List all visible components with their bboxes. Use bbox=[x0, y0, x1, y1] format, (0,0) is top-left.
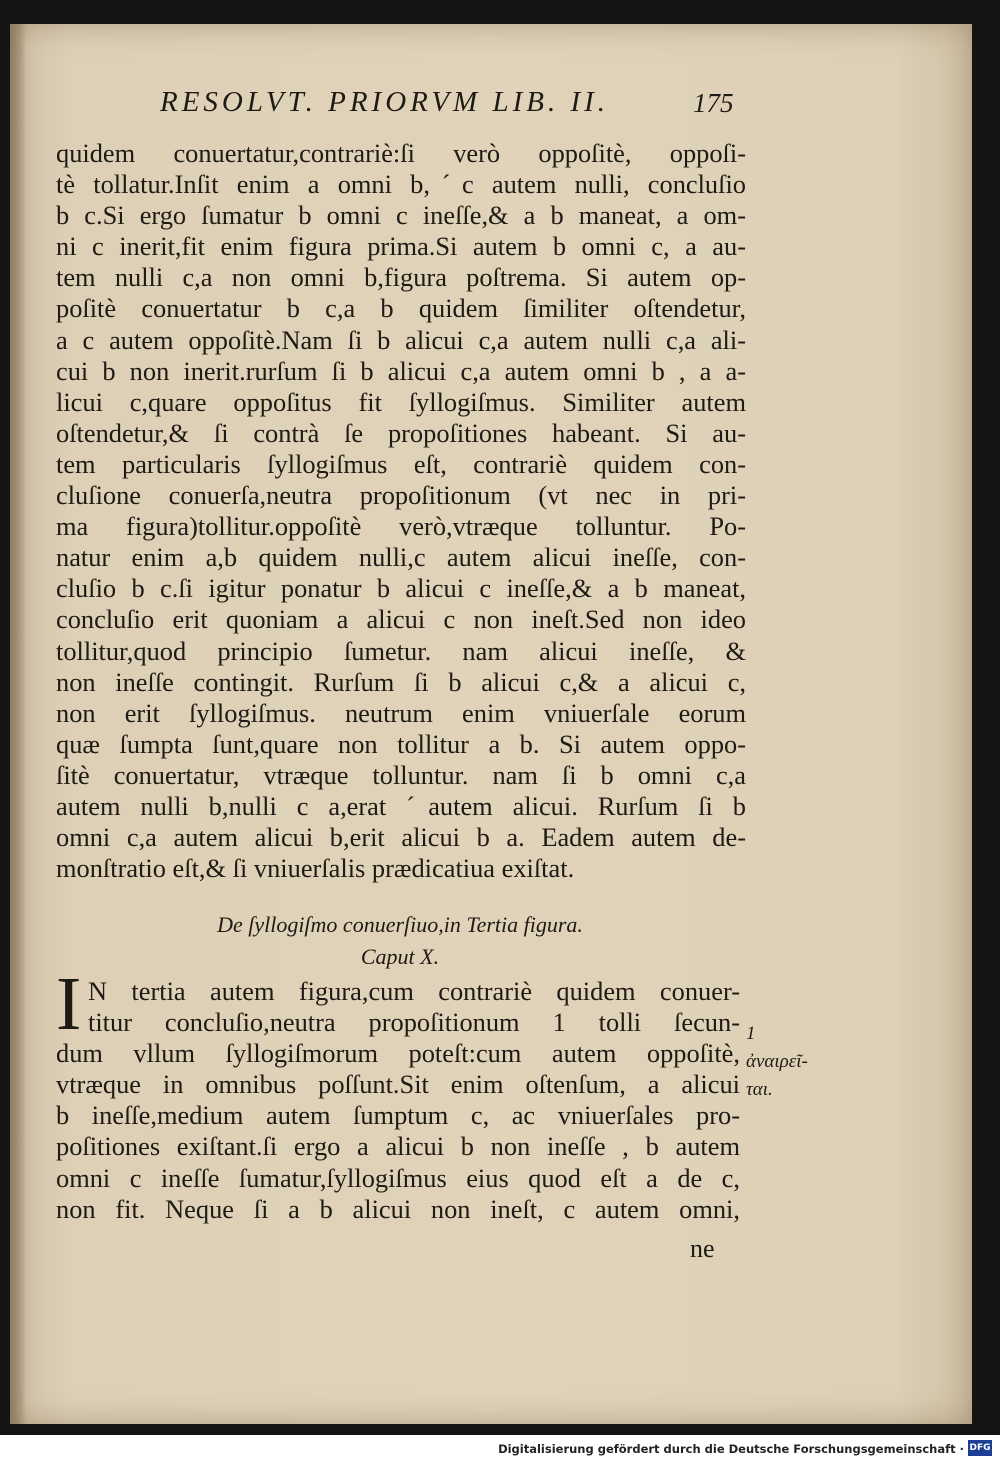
text-line: poſitiones exiſtant.ſi ergo a alicui b non ineſſe , b autem bbox=[56, 1131, 740, 1162]
text-line: cluſio b c.ſi igitur ponatur b alicui c ineſſe,& a b maneat, bbox=[56, 573, 746, 604]
text-line: tè tollatur.Inſit enim a omni b,ˊc autem nulli, concluſio bbox=[56, 169, 746, 200]
text-line: cui b non inerit.rurſum ſi b alicui c,a autem omni b , a a- bbox=[56, 355, 746, 386]
text-line: quidem conuertatur,contrariè:ſi verò oppoſitè, oppoſi- bbox=[56, 138, 746, 168]
text-line: omni c ineſſe ſumatur,ſyllogiſmus eius quod eſt a de c, bbox=[56, 1162, 740, 1193]
section-heading: De ſyllogiſmo conuerſiuo,in Tertia figura. bbox=[217, 912, 583, 937]
page-number: 175 bbox=[693, 88, 734, 118]
dfg-logo: DFG bbox=[968, 1440, 992, 1456]
body-text bbox=[56, 138, 746, 884]
text-line: autem nulli b,nulli c a,erat ˊautem alicui. Rurſum ſi b bbox=[56, 790, 746, 821]
text-line: tem nulli c,a non omni b,figura poſtrema. Si autem op- bbox=[56, 262, 746, 293]
section-text bbox=[56, 976, 740, 1225]
text-line: ni c inerit,fit enim figura prima.Si autem b omni c, a au- bbox=[56, 231, 746, 262]
text-line: dum vllum ſyllogiſmorum poteſt:cum autem oppoſitè, bbox=[56, 1038, 740, 1069]
drop-capital: I bbox=[56, 962, 82, 1046]
text-line: natur enim a,b quidem nulli,c autem alicui ineſſe, con- bbox=[56, 542, 746, 573]
text-line: monſtratio eſt,& ſi vniuerſalis prædicatiua exiſtat. bbox=[56, 853, 575, 884]
text-line: non erit ſyllogiſmus. neutrum enim vniuerſale eorum bbox=[56, 697, 746, 728]
text-line: a c autem oppoſitè.Nam ſi b alicui c,a autem nulli c,a ali- bbox=[56, 324, 746, 355]
text-line: tem particularis ſyllogiſmus eſt, contrariè quidem con- bbox=[56, 448, 746, 479]
text-line: N tertia autem figura,cum contrariè quidem conuer- bbox=[88, 976, 740, 1006]
text-line: non ineſſe contingit. Rurſum ſi b alicui c,& a alicui c, bbox=[56, 666, 746, 697]
text-line: quæ ſumpta ſunt,quare non tollitur a b. Si autem oppo- bbox=[56, 728, 746, 759]
text-line: ſitè conuertatur, vtræque tolluntur. nam ſi b omni c,a bbox=[56, 759, 746, 790]
text-line: titur concluſio,neutra propoſitionum 1 tolli ſecun- bbox=[88, 1007, 740, 1038]
text-line: vtræque in omnibus poſſunt.Sit enim oſtenſum, a alicui bbox=[56, 1069, 740, 1100]
text-line: non fit. Neque ſi a b alicui non ineſt, c autem omni, bbox=[56, 1193, 740, 1224]
chapter-label: Caput X. bbox=[360, 944, 440, 969]
text-line: poſitè conuertatur b c,a b quidem ſimiliter oſtendetur, bbox=[56, 293, 746, 324]
page-gutter-shadow bbox=[10, 24, 26, 1424]
text-line: concluſio erit quoniam a alicui c non ineſt.Sed non ideo bbox=[56, 604, 746, 635]
text-line: tollitur,quod principio ſumetur. nam alicui ineſſe, & bbox=[56, 635, 746, 666]
text-line: ma figura)tollitur.oppoſitè verò,vtræque tolluntur. Po- bbox=[56, 511, 746, 542]
text-line: b ineſſe,medium autem ſumptum c, ac vniuerſales pro- bbox=[56, 1100, 740, 1131]
text-line: cluſione conuerſa,neutra propoſitionum (vt nec in pri- bbox=[56, 480, 746, 511]
text-line: omni c,a autem alicui b,erit alicui b a. Eadem autem de- bbox=[56, 822, 746, 853]
funding-credit: Digitalisierung gefördert durch die Deutsche Forschungsgemeinschaft · bbox=[498, 1442, 964, 1456]
catchword: ne bbox=[690, 1234, 715, 1263]
running-title: RESOLVT. PRIORVM LIB. II. bbox=[160, 86, 610, 118]
text-line: b c.Si ergo ſumatur b omni c ineſſe,& a b maneat, a om- bbox=[56, 200, 746, 231]
text-line: licui c,quare oppoſitus fit ſyllogiſmus. Similiter autem bbox=[56, 386, 746, 417]
running-head bbox=[160, 86, 780, 126]
margin-note: 1 ἀναιρεῖ- ται. bbox=[746, 1023, 808, 1100]
text-line: oſtendetur,& ſi contrà ſe propoſitiones habeant. Si au- bbox=[56, 417, 746, 448]
